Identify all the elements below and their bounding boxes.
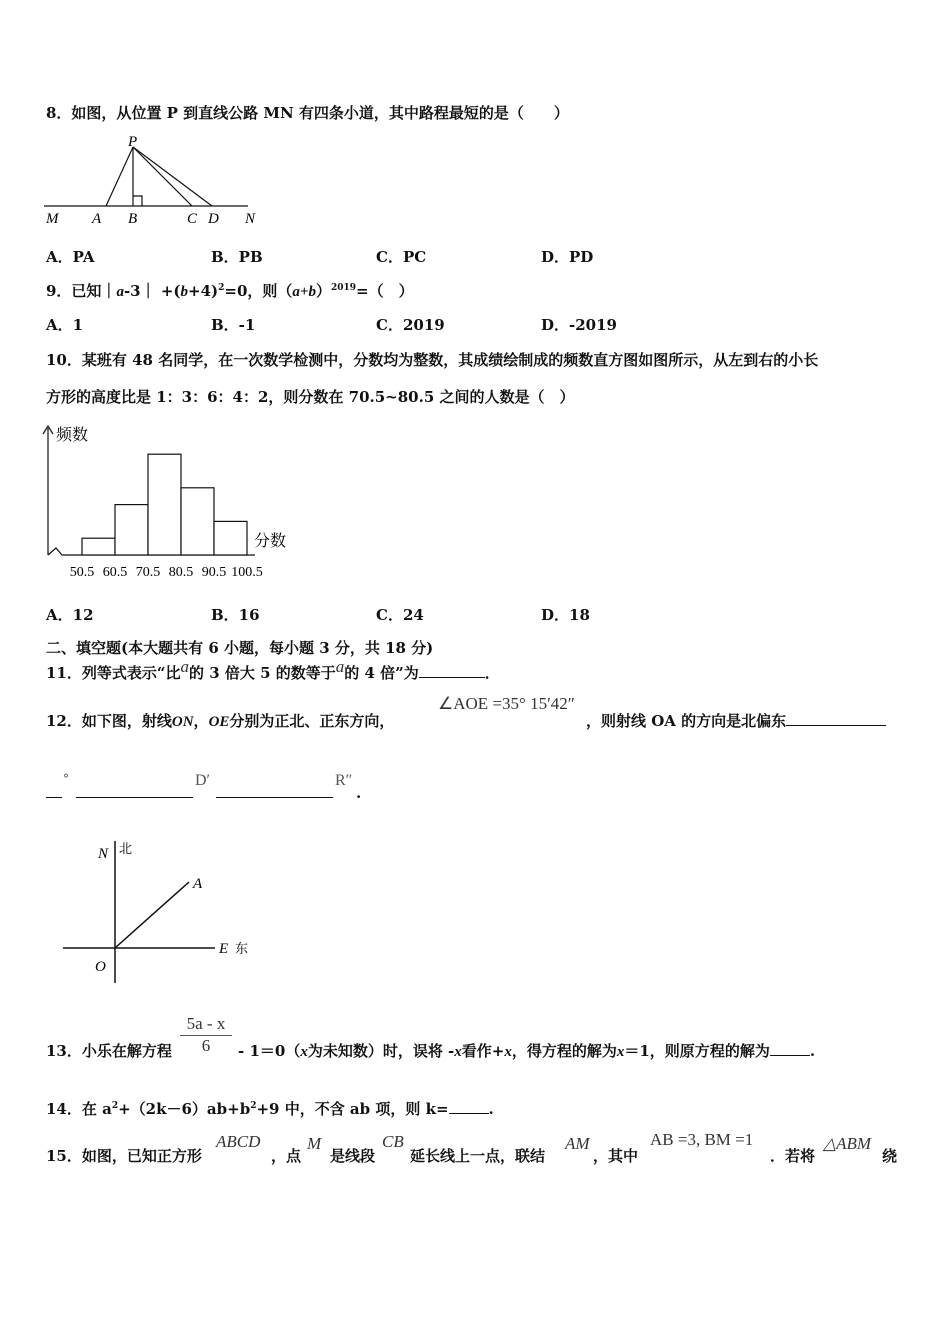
histogram-bar-2: [115, 505, 148, 555]
label-d: D: [208, 211, 219, 227]
q12-minute-symbol: D′: [195, 772, 211, 789]
q13-answer-blank[interactable]: [770, 1055, 810, 1056]
q9-option-c: C．2019: [376, 316, 445, 334]
q14-text: 14．在 $a^2+(2k-6)ab+b^2+9$ 中，不含 ab 项，则 k= .: [46, 1100, 494, 1118]
tick-label-50.5: 50.5: [69, 565, 95, 580]
label-c: C: [187, 211, 198, 227]
q15-m: M: [307, 1134, 322, 1153]
q9-text: 9．已知｜a-3｜ $+(b+4)^2=0$，则$(a+b)^{2019}=$（ ）: [46, 282, 414, 300]
q10-line1: 10．某班有 48 名同学，在一次数学检测中，分数均为整数，其成绩绘制成的频数直方图如图所示，从左到右的小长: [46, 351, 819, 369]
label-e: E: [219, 941, 229, 957]
right-angle-mark: [133, 196, 142, 206]
label-a: A: [92, 211, 102, 227]
q13-text-1: 13．小乐在解方程: [46, 1042, 172, 1060]
q11-text: 11．列等式表示“比a的 3 倍大 5 的数等于a的 4 倍”为 ．: [46, 657, 500, 682]
label-p: P: [128, 134, 138, 150]
q15-text-6: ．若将: [770, 1147, 816, 1165]
tick-label-90.5: 90.5: [201, 565, 227, 580]
q12-blank-second[interactable]: [216, 797, 333, 798]
fraction-denominator: 6: [201, 1036, 211, 1055]
segment-pa: [106, 147, 133, 206]
q15-condition: AB =3, BM =1: [650, 1130, 754, 1149]
tick-label-70.5: 70.5: [135, 565, 161, 580]
q10-option-d: D．18: [541, 606, 590, 624]
q15-abcd: ABCD: [216, 1132, 261, 1151]
tick-label-100.5: 100.5: [231, 565, 263, 580]
histogram-bar-4: [181, 488, 214, 555]
histogram-bar-1: [82, 538, 115, 555]
q8-option-a: A．PA: [46, 248, 95, 266]
q15-text-4: 延长线上一点，联结: [410, 1147, 546, 1165]
q12-angle: ∠AOE =35° 15′42″: [438, 694, 575, 713]
q12-second-symbol: R″: [335, 772, 353, 789]
q8-figure: [40, 133, 280, 228]
q8-option-c: C．PC: [376, 248, 427, 266]
q12-blank-minute[interactable]: [76, 797, 193, 798]
histogram-bar-5: [214, 521, 247, 555]
q12-text-2: ，则射线 OA 的方向是北偏东: [586, 710, 886, 731]
q15-text-3: 是线段: [330, 1147, 376, 1165]
q12-degree-symbol: °: [63, 772, 69, 786]
label-a: A: [193, 876, 203, 892]
q12-blank-degree[interactable]: [46, 797, 62, 798]
x-label: 分数: [254, 533, 287, 550]
histogram-bar-3: [148, 454, 181, 555]
label-n: N: [245, 211, 256, 227]
q8-text: 8．如图，从位置 P 到直线公路 MN 有四条小道，其中路程最短的是（ ）: [46, 104, 569, 122]
label-n: N: [98, 846, 109, 862]
q9-option-a: A．1: [46, 316, 84, 334]
section-heading: 二、填空题(本大题共有 6 小题，每小题 3 分，共 18 分): [46, 639, 434, 657]
q9-option-b: B．-1: [211, 316, 256, 334]
y-label: 频数: [56, 427, 89, 444]
q13-text-2: - 1＝0（x为未知数）时，误将 -x看作+x，得方程的解为x＝1，则原方程的解为 .: [238, 1042, 816, 1060]
q15-text-1: 15．如图，已知正方形: [46, 1147, 202, 1165]
q15-text-2: ，点: [271, 1147, 302, 1165]
label-m: M: [46, 211, 59, 227]
q10-histogram: [40, 420, 300, 585]
label-o: O: [95, 959, 106, 975]
q15-cb: CB: [382, 1132, 404, 1151]
q12-text: 12．如下图，射线ON，OE分别为正北、正东方向，: [46, 712, 395, 730]
q8-option-d: D．PD: [541, 248, 594, 266]
q15-text-5: ，其中: [593, 1147, 639, 1165]
q12-answer-blank-1[interactable]: [786, 725, 886, 726]
ray-oa: [115, 882, 189, 948]
q12-end: .: [356, 784, 362, 802]
q12-figure: [55, 833, 265, 993]
q8-option-b: B．PB: [211, 248, 263, 266]
q10-line2: 方形的高度比是 1：3：6：4：2，则分数在 70.5~80.5 之间的人数是（ ）: [46, 388, 575, 406]
label-east: 东: [235, 941, 249, 956]
tick-label-80.5: 80.5: [168, 565, 194, 580]
q15-text-7: 绕: [882, 1147, 898, 1165]
q15-triangle: △ABM: [823, 1134, 872, 1153]
q14-answer-blank[interactable]: [449, 1113, 489, 1114]
label-b: B: [128, 211, 138, 227]
q15-am: AM: [565, 1134, 590, 1153]
tick-label-60.5: 60.5: [102, 565, 128, 580]
q13-fraction: [180, 1014, 232, 1056]
q9-option-d: D．-2019: [541, 316, 617, 334]
q11-answer-blank[interactable]: [419, 677, 485, 678]
q10-option-c: C．24: [376, 606, 424, 624]
q10-option-a: A．12: [46, 606, 94, 624]
q10-option-b: B．16: [211, 606, 260, 624]
segment-pd: [133, 147, 212, 206]
label-north: 北: [119, 841, 133, 856]
axis-break: [48, 548, 70, 555]
fraction-numerator: 5a - x: [186, 1014, 226, 1033]
